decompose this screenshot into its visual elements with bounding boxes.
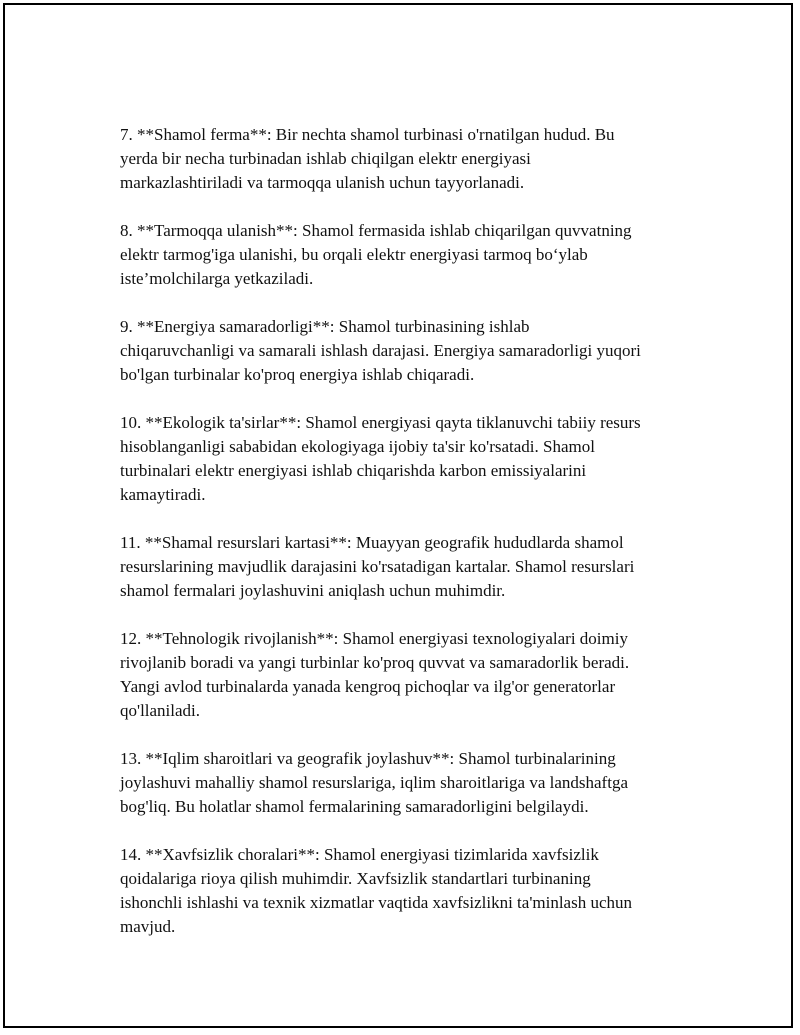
paragraph — [120, 315, 700, 387]
paragraph-line: joylashuvi mahalliy shamol resurslariga, iqlim sharoitlariga va landshaftga — [120, 773, 628, 792]
paragraph-line: 12. **Tehnologik rivojlanish**: Shamol energiyasi texnologiyalari doimiy — [120, 629, 628, 648]
paragraph-line: kamaytiradi. — [120, 485, 206, 504]
paragraph-line: rivojlanib boradi va yangi turbinlar ko'proq quvvat va samaradorlik beradi. — [120, 653, 630, 672]
paragraph-line: shamol fermalari joylashuvini aniqlash uchun muhimdir. — [120, 581, 506, 600]
paragraph-line: bog'liq. Bu holatlar shamol fermalarining samaradorligini belgilaydi. — [120, 797, 589, 816]
paragraph-line: 9. **Energiya samaradorligi**: Shamol turbinasining ishlab — [120, 317, 530, 336]
paragraph-line: hisoblanganligi sababidan ekologiyaga ijobiy ta'sir ko'rsatadi. Shamol — [120, 437, 595, 456]
paragraph-line: iste’molchilarga yetkaziladi. — [120, 269, 314, 288]
paragraph-line: 10. **Ekologik ta'sirlar**: Shamol energiyasi qayta tiklanuvchi tabiiy resurs — [120, 413, 641, 432]
paragraph — [120, 843, 700, 939]
paragraph — [120, 531, 700, 603]
paragraph-line: ishonchli ishlashi va texnik xizmatlar vaqtida xavfsizlikni ta'minlash uchun — [120, 893, 633, 912]
paragraph-line: markazlashtiriladi va tarmoqqa ulanish uchun tayyorlanadi. — [120, 173, 525, 192]
paragraph-line: yerda bir necha turbinadan ishlab chiqilgan elektr energiyasi — [120, 149, 531, 168]
paragraph-line: 8. **Tarmoqqa ulanish**: Shamol fermasida ishlab chiqarilgan quvvatning — [120, 221, 632, 240]
paragraph-line: bo'lgan turbinalar ko'proq energiya ishlab chiqaradi. — [120, 365, 475, 384]
paragraph-line: 14. **Xavfsizlik choralari**: Shamol energiyasi tizimlarida xavfsizlik — [120, 845, 599, 864]
paragraph — [120, 219, 700, 291]
paragraph-line: qo'llaniladi. — [120, 701, 201, 720]
paragraph-line: 13. **Iqlim sharoitlari va geografik joylashuv**: Shamol turbinalarining — [120, 749, 616, 768]
paragraph-line: 11. **Shamal resurslari kartasi**: Muayyan geografik hududlarda shamol — [120, 533, 624, 552]
paragraph-line: Yangi avlod turbinalarda yanada kengroq pichoqlar va ilg'or generatorlar — [120, 677, 616, 696]
paragraph-line: chiqaruvchanligi va samarali ishlash darajasi. Energiya samaradorligi yuqori — [120, 341, 641, 360]
paragraph-line: resurslarining mavjudlik darajasini ko'rsatadigan kartalar. Shamol resurslari — [120, 557, 635, 576]
paragraph — [120, 747, 700, 819]
paragraph-line: qoidalariga rioya qilish muhimdir. Xavfsizlik standartlari turbinaning — [120, 869, 591, 888]
paragraph — [120, 123, 700, 195]
paragraph-line: elektr tarmog'iga ulanishi, bu orqali elektr energiyasi tarmoq bo‘ylab — [120, 245, 588, 264]
paragraph — [120, 627, 700, 723]
document-body — [120, 123, 700, 963]
paragraph-line: mavjud. — [120, 917, 176, 936]
paragraph — [120, 411, 700, 507]
page-frame — [3, 3, 793, 1028]
paragraph-line: 7. **Shamol ferma**: Bir nechta shamol turbinasi o'rnatilgan hudud. Bu — [120, 125, 615, 144]
paragraph-line: turbinalari elektr energiyasi ishlab chiqarishda karbon emissiyalarini — [120, 461, 587, 480]
